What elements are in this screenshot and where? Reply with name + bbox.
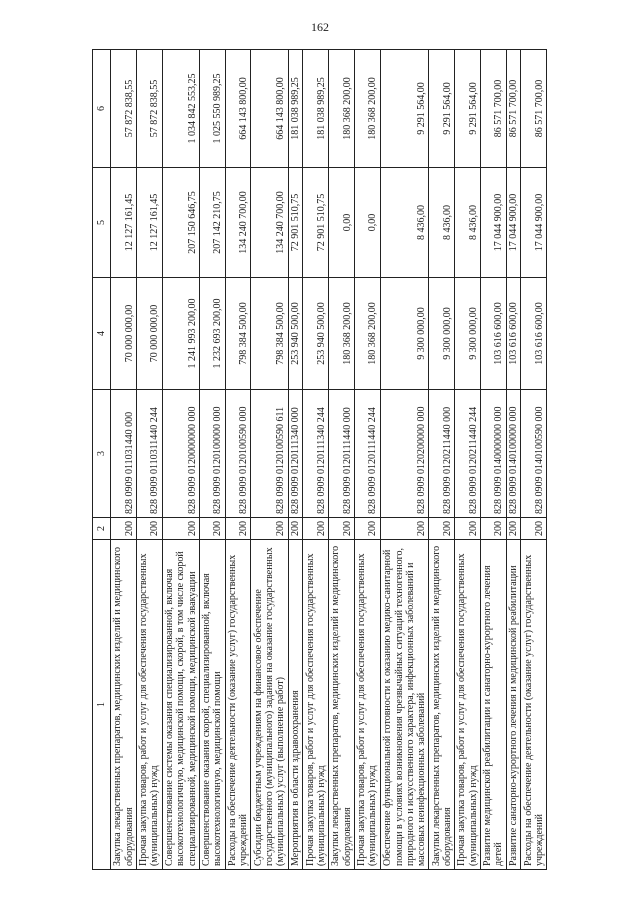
table-cell-c5: 134 240 700,00 [251,168,288,278]
table-row [288,50,302,870]
table-cell-name: Прочая закупка товаров, работ и услуг для обеспечения государственных (муниципальных) нужд [354,540,380,870]
table-cell-c4: 180 368 200,00 [354,278,380,390]
table-cell-c6: 664 143 800,00 [251,50,288,168]
table-cell-c4: 9 300 000,00 [380,278,429,390]
table-cell-kbk: 828 0909 0140000000 000 [480,390,506,518]
table-cell-c5: 0,00 [354,168,380,278]
table-cell-name: Субсидии бюджетным учреждениям на финансовое обеспечение государственного (муниципального) задания на оказание государственных (муниципальных) услуг (выполнение работ) [251,540,288,870]
table-cell-code: 200 [111,518,137,540]
table-cell-name: Развитие санаторно-курортного лечения и медицинской реабилитации [506,540,520,870]
table-cell-code: 200 [354,518,380,540]
column-header: 5 [93,168,111,278]
table-cell-name: Совершенствование оказания скорой, специализированной, включая высокотехнологичную, медицинской помощи [199,540,225,870]
table-cell-code: 200 [328,518,354,540]
table-cell-c6: 86 571 700,00 [506,50,520,168]
table-cell-code: 200 [521,518,547,540]
table-cell-c5: 17 044 900,00 [521,168,547,278]
table-cell-c5: 8 436,00 [454,168,480,278]
table-cell-c6: 1 034 842 553,25 [162,50,199,168]
table-row [454,50,480,870]
table-cell-c4: 103 616 600,00 [506,278,520,390]
table-cell-name: Мероприятия в области здравоохранения [288,540,302,870]
table-cell-name: Прочая закупка товаров, работ и услуг для обеспечения государственных (муниципальных) нужд [303,540,329,870]
table-cell-c4: 253 940 500,00 [303,278,329,390]
table-row [303,50,329,870]
table-cell-kbk: 828 0909 0120211440 244 [454,390,480,518]
table-cell-name: Прочая закупка товаров, работ и услуг для обеспечения государственных (муниципальных) нужд [136,540,162,870]
table-cell-kbk: 828 0909 0120111440 244 [354,390,380,518]
table-cell-c6: 57 872 838,55 [111,50,137,168]
table-cell-kbk: 828 0909 0110311440 244 [136,390,162,518]
table-cell-c4: 9 300 000,00 [429,278,455,390]
table-cell-name: Развитие медицинской реабилитации и санаторно-курортного лечения детей [480,540,506,870]
table-cell-c4: 253 940 500,00 [288,278,302,390]
table-cell-c4: 70 000 000,00 [136,278,162,390]
column-header: 3 [93,390,111,518]
table-cell-name: Расходы на обеспечение деятельности (оказание услуг) государственных учреждений [521,540,547,870]
table-cell-c6: 181 038 989,25 [288,50,302,168]
table-row [521,50,547,870]
table-cell-code: 200 [380,518,429,540]
table-row [111,50,137,870]
table-row [354,50,380,870]
rotated-table-container [92,50,547,870]
table-cell-code: 200 [251,518,288,540]
table-cell-code: 200 [199,518,225,540]
table-cell-c4: 798 384 500,00 [225,278,251,390]
table-cell-c4: 103 616 600,00 [480,278,506,390]
table-cell-c6: 9 291 564,00 [380,50,429,168]
table-cell-kbk: 828 0909 0120111340 000 [288,390,302,518]
table-header-row [93,50,111,870]
table-cell-code: 200 [288,518,302,540]
table-cell-name: Расходы на обеспечение деятельности (оказание услуг) государственных учреждений [225,540,251,870]
table-cell-kbk: 828 0909 0120100000 000 [199,390,225,518]
table-cell-c4: 180 368 200,00 [328,278,354,390]
table-row [199,50,225,870]
table-cell-c5: 207 150 646,75 [162,168,199,278]
table-cell-c6: 181 038 989,25 [303,50,329,168]
table-cell-c5: 134 240 700,00 [225,168,251,278]
table-cell-kbk: 828 0909 0120111440 000 [328,390,354,518]
table-cell-kbk: 828 0909 0120000000 000 [162,390,199,518]
table-row [225,50,251,870]
table-cell-c4: 70 000 000,00 [111,278,137,390]
table-cell-name: Закупка лекарственных препаратов, медицинских изделий и медицинского оборудования [111,540,137,870]
table-row [251,50,288,870]
budget-table [92,49,547,870]
table-cell-c4: 103 616 600,00 [521,278,547,390]
table-row [328,50,354,870]
table-cell-code: 200 [506,518,520,540]
table-cell-c6: 57 872 838,55 [136,50,162,168]
table-cell-code: 200 [429,518,455,540]
table-cell-name: Прочая закупка товаров, работ и услуг для обеспечения государственных (муниципальных) нужд [454,540,480,870]
page-number: 162 [311,20,329,34]
table-cell-c4: 798 384 500,00 [251,278,288,390]
table-cell-code: 200 [454,518,480,540]
table-cell-c5: 17 044 900,00 [480,168,506,278]
table-cell-c6: 664 143 800,00 [225,50,251,168]
table-cell-kbk: 828 0909 0120200000 000 [380,390,429,518]
table-cell-name: Закупки лекарственных препаратов, медицинских изделий и медицинского оборудования [328,540,354,870]
table-cell-code: 200 [225,518,251,540]
table-cell-c6: 9 291 564,00 [429,50,455,168]
table-cell-code: 200 [480,518,506,540]
table-cell-kbk: 828 0909 011031440 000 [111,390,137,518]
table-cell-kbk: 828 0909 0120111340 244 [303,390,329,518]
table-cell-kbk: 828 0909 0120211440 000 [429,390,455,518]
table-cell-c5: 12 127 161,45 [111,168,137,278]
table-cell-name: Закупки лекарственных препаратов, медицинских изделий и медицинского оборудования [429,540,455,870]
column-header: 4 [93,278,111,390]
table-cell-kbk: 828 0909 0120100590 611 [251,390,288,518]
table-cell-c6: 86 571 700,00 [521,50,547,168]
table-cell-name: Обеспечение функциональной готовности к оказанию медико-санитарной помощи в условиях возникновения чрезвычайных ситуаций техногенного, природного и искусственного характера, инфекционных заболеваний и массовых неинфекционных заболеваний [380,540,429,870]
table-cell-c5: 8 436,00 [380,168,429,278]
table-row [380,50,429,870]
table-cell-c6: 9 291 564,00 [454,50,480,168]
table-row [162,50,199,870]
table-cell-c6: 180 368 200,00 [328,50,354,168]
table-cell-c5: 17 044 900,00 [506,168,520,278]
table-cell-code: 200 [162,518,199,540]
table-cell-c4: 1 232 693 200,00 [199,278,225,390]
table-cell-c6: 180 368 200,00 [354,50,380,168]
table-cell-code: 200 [303,518,329,540]
table-cell-kbk: 828 0909 0120100590 000 [225,390,251,518]
table-cell-c5: 72 901 510,75 [288,168,302,278]
table-cell-name: Совершенствование системы оказания специализированной, включая высокотехнологичную, медицинской помощи, скорой, в том числе скорой специализированной, медицинской помощи, медицинской эвакуации [162,540,199,870]
table-cell-c5: 207 142 210,75 [199,168,225,278]
column-header: 1 [93,540,111,870]
table-cell-c6: 86 571 700,00 [480,50,506,168]
table-cell-c5: 12 127 161,45 [136,168,162,278]
table-cell-c4: 9 300 000,00 [454,278,480,390]
table-cell-kbk: 828 0909 0140100000 000 [506,390,520,518]
column-header: 2 [93,518,111,540]
table-row [480,50,506,870]
table-row [136,50,162,870]
table-cell-code: 200 [136,518,162,540]
table-cell-c6: 1 025 550 989,25 [199,50,225,168]
table-cell-c5: 72 901 510,75 [303,168,329,278]
table-row [506,50,520,870]
table-row [429,50,455,870]
column-header: 6 [93,50,111,168]
table-cell-c4: 1 241 993 200,00 [162,278,199,390]
table-cell-c5: 0,00 [328,168,354,278]
table-cell-c5: 8 436,00 [429,168,455,278]
table-cell-kbk: 828 0909 0140100590 000 [521,390,547,518]
